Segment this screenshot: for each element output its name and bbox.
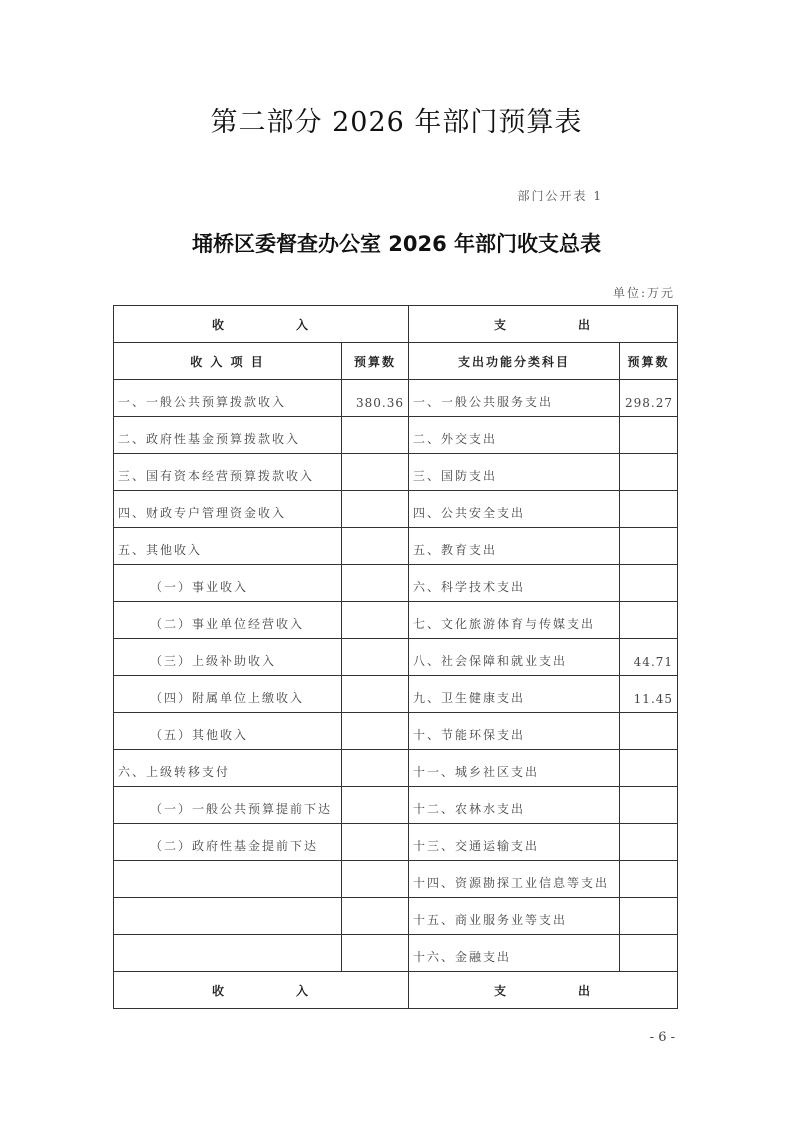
expense-item: 十一、城乡社区支出 <box>409 750 620 787</box>
expense-item: 十四、资源勘探工业信息等支出 <box>409 861 620 898</box>
income-amount <box>342 639 409 676</box>
table-row <box>114 565 678 602</box>
income-amount <box>342 676 409 713</box>
expense-amount <box>620 898 678 935</box>
expense-amount <box>620 602 678 639</box>
table-row <box>114 935 678 972</box>
expense-amount: 11.45 <box>620 676 678 713</box>
unit-label: 单位:万元 <box>612 286 675 300</box>
income-amount <box>342 454 409 491</box>
expense-amount: 298.27 <box>620 380 678 417</box>
income-header: 收 入 <box>114 306 409 343</box>
expense-item: 十二、农林水支出 <box>409 787 620 824</box>
expense-footer: 支 出 <box>409 972 678 1009</box>
expense-amount <box>620 713 678 750</box>
income-amount <box>342 713 409 750</box>
income-amount <box>342 750 409 787</box>
income-amount <box>342 565 409 602</box>
income-amount <box>342 787 409 824</box>
expense-amount <box>620 417 678 454</box>
table-row <box>114 898 678 935</box>
table-row <box>114 528 678 565</box>
income-amount <box>342 528 409 565</box>
expense-amount <box>620 861 678 898</box>
expense-header: 支 出 <box>409 306 678 343</box>
income-item: （一）一般公共预算提前下达 <box>114 787 342 824</box>
income-item: （三）上级补助收入 <box>114 639 342 676</box>
table-title: 埇桥区委督查办公室 2026 年部门收支总表 <box>191 232 602 256</box>
income-amount <box>342 824 409 861</box>
table-row <box>114 454 678 491</box>
table-number: 部门公开表 1 <box>517 189 603 203</box>
table-row <box>114 824 678 861</box>
expense-item: 五、教育支出 <box>409 528 620 565</box>
table-row <box>114 787 678 824</box>
income-amount <box>342 602 409 639</box>
income-item: 四、财政专户管理资金收入 <box>114 491 342 528</box>
income-item: （二）事业单位经营收入 <box>114 602 342 639</box>
expense-amount <box>620 935 678 972</box>
expense-item: 十六、金融支出 <box>409 935 620 972</box>
income-item: 六、上级转移支付 <box>114 750 342 787</box>
income-item: （五）其他收入 <box>114 713 342 750</box>
income-item: （二）政府性基金提前下达 <box>114 824 342 861</box>
expense-item: 十三、交通运输支出 <box>409 824 620 861</box>
expense-amount <box>620 454 678 491</box>
table-row <box>114 491 678 528</box>
income-amount <box>342 417 409 454</box>
table-row <box>114 380 678 417</box>
table-row <box>114 602 678 639</box>
income-item-header: 收 入 项 目 <box>114 343 342 380</box>
expense-amount <box>620 491 678 528</box>
income-amount <box>342 898 409 935</box>
income-amount: 380.36 <box>342 380 409 417</box>
income-item <box>114 898 342 935</box>
expense-amount: 44.71 <box>620 639 678 676</box>
expense-amount-header: 预算数 <box>620 343 678 380</box>
expense-item: 二、外交支出 <box>409 417 620 454</box>
page-number: - 6 - <box>649 1030 675 1045</box>
expense-item: 六、科学技术支出 <box>409 565 620 602</box>
income-amount <box>342 861 409 898</box>
income-amount <box>342 491 409 528</box>
expense-item: 十五、商业服务业等支出 <box>409 898 620 935</box>
income-item: （一）事业收入 <box>114 565 342 602</box>
expense-amount <box>620 787 678 824</box>
table-row <box>114 861 678 898</box>
expense-amount <box>620 824 678 861</box>
part-title: 第二部分 2026 年部门预算表 <box>210 107 583 138</box>
expense-item: 一、一般公共服务支出 <box>409 380 620 417</box>
table-row <box>114 639 678 676</box>
expense-amount <box>620 528 678 565</box>
table-row <box>114 713 678 750</box>
expense-item-header: 支出功能分类科目 <box>409 343 620 380</box>
income-amount <box>342 935 409 972</box>
income-footer: 收 入 <box>114 972 409 1009</box>
header-row-2 <box>114 343 678 380</box>
income-item: 二、政府性基金预算拨款收入 <box>114 417 342 454</box>
footer-row <box>114 972 678 1009</box>
income-item <box>114 935 342 972</box>
expense-item: 三、国防支出 <box>409 454 620 491</box>
expense-item: 七、文化旅游体育与传媒支出 <box>409 602 620 639</box>
expense-item: 四、公共安全支出 <box>409 491 620 528</box>
income-item: 五、其他收入 <box>114 528 342 565</box>
income-item: （四）附属单位上缴收入 <box>114 676 342 713</box>
header-row-1 <box>114 306 678 343</box>
expense-amount <box>620 750 678 787</box>
expense-item: 九、卫生健康支出 <box>409 676 620 713</box>
expense-item: 八、社会保障和就业支出 <box>409 639 620 676</box>
expense-amount <box>620 565 678 602</box>
expense-item: 十、节能环保支出 <box>409 713 620 750</box>
income-amount-header: 预算数 <box>342 343 409 380</box>
budget-summary-table <box>113 305 678 1009</box>
income-item: 一、一般公共预算拨款收入 <box>114 380 342 417</box>
table-row <box>114 750 678 787</box>
income-item <box>114 861 342 898</box>
table-row <box>114 676 678 713</box>
income-item: 三、国有资本经营预算拨款收入 <box>114 454 342 491</box>
table-row <box>114 417 678 454</box>
